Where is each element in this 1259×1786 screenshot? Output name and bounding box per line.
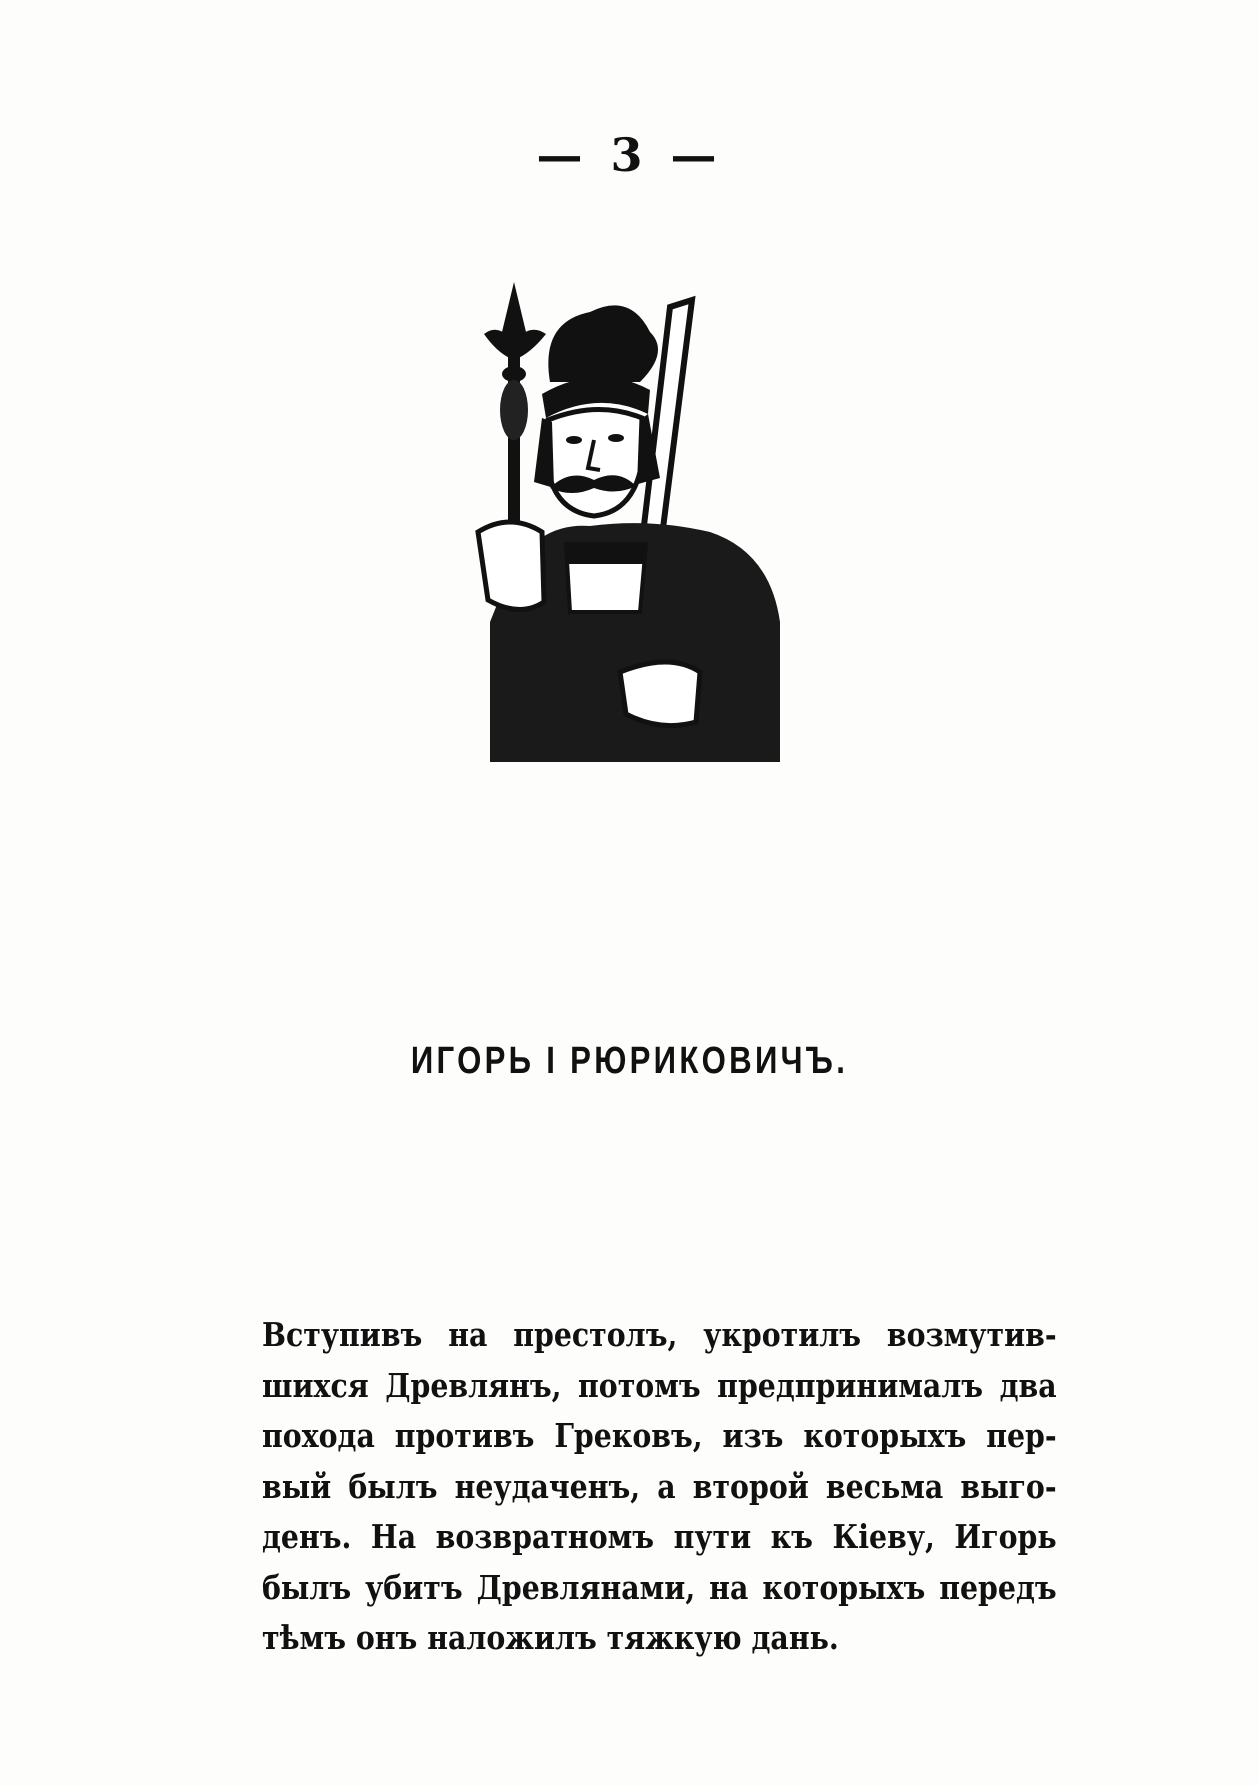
page-number: — 3 — bbox=[536, 128, 723, 182]
body-line: денъ. На возвратномъ пути къ Кіеву, Игорь bbox=[262, 1517, 1057, 1556]
body-line: похода противъ Грековъ, изъ которыхъ пер- bbox=[262, 1416, 1057, 1455]
body-line: тѣмъ онъ наложилъ тяжкую дань. bbox=[262, 1618, 839, 1657]
body-line: Вступивъ на престолъ, укротилъ возмутив- bbox=[262, 1315, 1057, 1354]
body-line: шихся Древлянъ, потомъ предпринималъ два bbox=[262, 1365, 1057, 1405]
body-line: вый былъ неудаченъ, а второй весьма выго- bbox=[262, 1466, 1057, 1506]
warrior-portrait-icon bbox=[470, 282, 800, 762]
body-line: былъ убитъ Древлянами, на которыхъ передъ bbox=[262, 1567, 1057, 1607]
chapter-title: ИГОРЬ I РЮРИКОВИЧЪ. bbox=[410, 1040, 849, 1082]
body-paragraph bbox=[262, 1310, 1057, 1664]
